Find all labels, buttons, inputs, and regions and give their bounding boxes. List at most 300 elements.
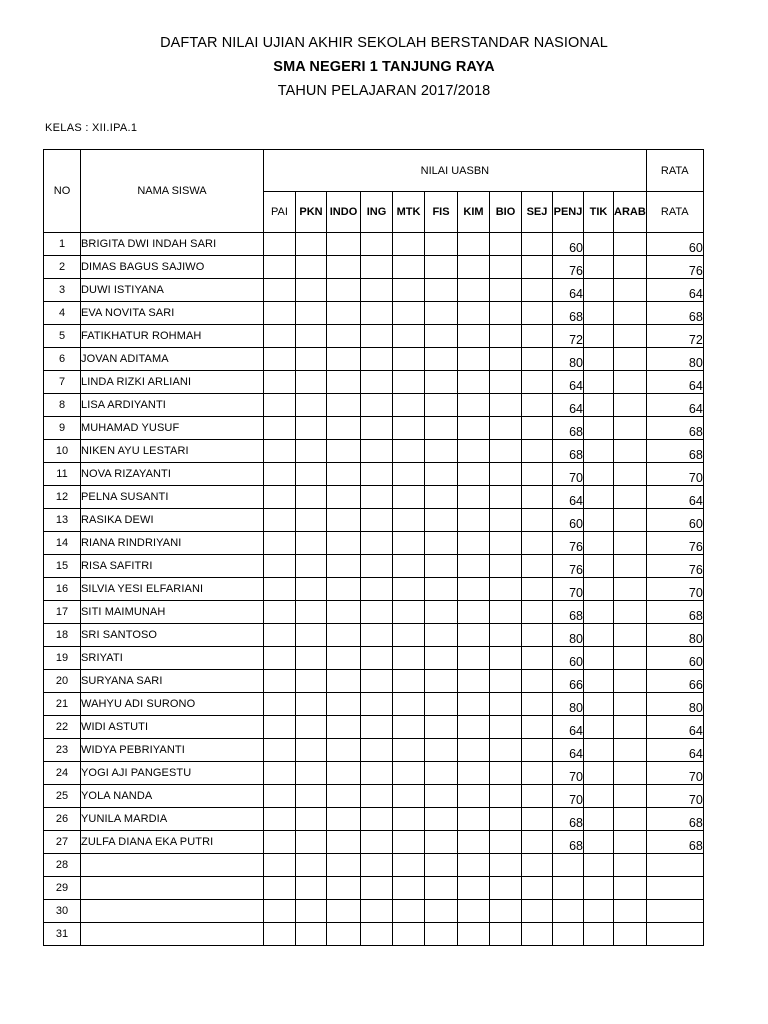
- score-kim: [458, 463, 490, 486]
- row-number: 4: [44, 302, 81, 325]
- score-fis: [425, 279, 458, 302]
- score-fis: [425, 509, 458, 532]
- score-pai: [264, 256, 296, 279]
- student-name: MUHAMAD YUSUF: [81, 417, 264, 440]
- score-penj: 60: [553, 233, 584, 256]
- score-arab: [614, 693, 647, 716]
- score-ing: [361, 348, 393, 371]
- table-row: [44, 302, 704, 325]
- score-arab: [614, 555, 647, 578]
- score-tik: [584, 578, 614, 601]
- score-pai: [264, 785, 296, 808]
- score-fis: [425, 256, 458, 279]
- score-ing: [361, 279, 393, 302]
- score-tik: [584, 693, 614, 716]
- score-mtk: [393, 578, 425, 601]
- score-average: 70: [646, 762, 703, 785]
- score-ing: [361, 256, 393, 279]
- row-number: 12: [44, 486, 81, 509]
- score-mtk: [393, 877, 425, 900]
- score-average: 80: [646, 348, 703, 371]
- score-indo: [327, 233, 361, 256]
- score-mtk: [393, 624, 425, 647]
- score-arab: [614, 486, 647, 509]
- student-name: RISA SAFITRI: [81, 555, 264, 578]
- score-bio: [490, 440, 522, 463]
- student-name: SILVIA YESI ELFARIANI: [81, 578, 264, 601]
- score-tik: [584, 256, 614, 279]
- score-sej: [522, 716, 553, 739]
- score-kim: [458, 555, 490, 578]
- student-name: JOVAN ADITAMA: [81, 348, 264, 371]
- score-pkn: [296, 739, 327, 762]
- score-fis: [425, 348, 458, 371]
- score-sej: [522, 233, 553, 256]
- score-kim: [458, 509, 490, 532]
- score-ing: [361, 624, 393, 647]
- score-fis: [425, 371, 458, 394]
- student-name: FATIKHATUR ROHMAH: [81, 325, 264, 348]
- score-arab: [614, 601, 647, 624]
- score-pai: [264, 762, 296, 785]
- score-ing: [361, 923, 393, 946]
- score-mtk: [393, 325, 425, 348]
- score-mtk: [393, 555, 425, 578]
- table-row: [44, 325, 704, 348]
- score-pkn: [296, 325, 327, 348]
- score-mtk: [393, 762, 425, 785]
- score-sej: [522, 256, 553, 279]
- score-indo: [327, 486, 361, 509]
- score-mtk: [393, 670, 425, 693]
- table-row: [44, 509, 704, 532]
- score-sej: [522, 578, 553, 601]
- table-row: [44, 279, 704, 302]
- score-fis: [425, 486, 458, 509]
- header-no: NO: [44, 150, 81, 233]
- row-number: 10: [44, 440, 81, 463]
- score-arab: [614, 647, 647, 670]
- score-arab: [614, 302, 647, 325]
- score-tik: [584, 463, 614, 486]
- row-number: 9: [44, 417, 81, 440]
- score-indo: [327, 877, 361, 900]
- score-sej: [522, 555, 553, 578]
- score-sej: [522, 923, 553, 946]
- score-fis: [425, 854, 458, 877]
- score-kim: [458, 785, 490, 808]
- score-pai: [264, 233, 296, 256]
- score-arab: [614, 877, 647, 900]
- score-pkn: [296, 808, 327, 831]
- score-penj: [553, 877, 584, 900]
- score-sej: [522, 486, 553, 509]
- score-tik: [584, 900, 614, 923]
- score-kim: [458, 486, 490, 509]
- score-average: 68: [646, 302, 703, 325]
- table-row: [44, 877, 704, 900]
- score-fis: [425, 831, 458, 854]
- score-mtk: [393, 371, 425, 394]
- header-subject-sej: SEJ: [522, 192, 553, 233]
- table-row: [44, 532, 704, 555]
- score-kim: [458, 417, 490, 440]
- score-pai: [264, 877, 296, 900]
- row-number: 31: [44, 923, 81, 946]
- score-tik: [584, 624, 614, 647]
- score-fis: [425, 417, 458, 440]
- score-penj: 76: [553, 555, 584, 578]
- score-indo: [327, 325, 361, 348]
- score-indo: [327, 302, 361, 325]
- score-pkn: [296, 578, 327, 601]
- score-mtk: [393, 923, 425, 946]
- header-nama-siswa: NAMA SISWA: [81, 150, 264, 233]
- score-penj: 80: [553, 348, 584, 371]
- score-sej: [522, 624, 553, 647]
- score-sej: [522, 601, 553, 624]
- score-fis: [425, 440, 458, 463]
- student-name: DUWI ISTIYANA: [81, 279, 264, 302]
- score-penj: [553, 900, 584, 923]
- score-average: [646, 923, 703, 946]
- score-fis: [425, 578, 458, 601]
- score-mtk: [393, 233, 425, 256]
- score-penj: 64: [553, 739, 584, 762]
- score-indo: [327, 900, 361, 923]
- score-penj: 64: [553, 486, 584, 509]
- score-bio: [490, 486, 522, 509]
- score-sej: [522, 739, 553, 762]
- score-bio: [490, 509, 522, 532]
- header-nilai-uasbn: NILAI UASBN: [264, 150, 647, 192]
- score-mtk: [393, 394, 425, 417]
- score-pkn: [296, 256, 327, 279]
- score-mtk: [393, 693, 425, 716]
- score-penj: 60: [553, 509, 584, 532]
- score-average: 64: [646, 486, 703, 509]
- score-sej: [522, 900, 553, 923]
- header-subject-indo: INDO: [327, 192, 361, 233]
- table-row: [44, 394, 704, 417]
- score-tik: [584, 348, 614, 371]
- score-sej: [522, 647, 553, 670]
- score-mtk: [393, 532, 425, 555]
- score-pai: [264, 555, 296, 578]
- score-penj: 66: [553, 670, 584, 693]
- score-kim: [458, 233, 490, 256]
- score-pai: [264, 831, 296, 854]
- score-average: 80: [646, 693, 703, 716]
- score-sej: [522, 877, 553, 900]
- score-fis: [425, 302, 458, 325]
- score-pai: [264, 808, 296, 831]
- score-ing: [361, 762, 393, 785]
- score-penj: 68: [553, 302, 584, 325]
- student-name: WIDI ASTUTI: [81, 716, 264, 739]
- score-kim: [458, 279, 490, 302]
- score-indo: [327, 601, 361, 624]
- score-kim: [458, 693, 490, 716]
- student-name: SRIYATI: [81, 647, 264, 670]
- score-pkn: [296, 647, 327, 670]
- score-bio: [490, 279, 522, 302]
- table-row: [44, 371, 704, 394]
- table-row: [44, 555, 704, 578]
- score-kim: [458, 624, 490, 647]
- score-arab: [614, 233, 647, 256]
- score-sej: [522, 509, 553, 532]
- table-row: [44, 854, 704, 877]
- score-average: 70: [646, 785, 703, 808]
- table-row: [44, 739, 704, 762]
- score-arab: [614, 532, 647, 555]
- score-pai: [264, 532, 296, 555]
- score-arab: [614, 578, 647, 601]
- score-pai: [264, 417, 296, 440]
- score-average: 66: [646, 670, 703, 693]
- score-ing: [361, 785, 393, 808]
- score-pkn: [296, 762, 327, 785]
- score-mtk: [393, 739, 425, 762]
- score-fis: [425, 762, 458, 785]
- score-pkn: [296, 670, 327, 693]
- score-fis: [425, 394, 458, 417]
- table-row: [44, 808, 704, 831]
- row-number: 14: [44, 532, 81, 555]
- score-kim: [458, 762, 490, 785]
- score-indo: [327, 417, 361, 440]
- score-kim: [458, 670, 490, 693]
- row-number: 23: [44, 739, 81, 762]
- score-pkn: [296, 900, 327, 923]
- score-fis: [425, 601, 458, 624]
- score-indo: [327, 693, 361, 716]
- score-tik: [584, 302, 614, 325]
- score-bio: [490, 808, 522, 831]
- score-pkn: [296, 417, 327, 440]
- score-average: 64: [646, 739, 703, 762]
- score-fis: [425, 900, 458, 923]
- score-arab: [614, 785, 647, 808]
- score-sej: [522, 279, 553, 302]
- score-mtk: [393, 463, 425, 486]
- table-row: [44, 417, 704, 440]
- row-number: 20: [44, 670, 81, 693]
- score-indo: [327, 256, 361, 279]
- table-row: [44, 348, 704, 371]
- score-pkn: [296, 509, 327, 532]
- score-ing: [361, 716, 393, 739]
- score-arab: [614, 831, 647, 854]
- score-mtk: [393, 348, 425, 371]
- score-bio: [490, 256, 522, 279]
- score-bio: [490, 624, 522, 647]
- row-number: 6: [44, 348, 81, 371]
- table-row: [44, 670, 704, 693]
- score-indo: [327, 532, 361, 555]
- score-mtk: [393, 785, 425, 808]
- score-pkn: [296, 463, 327, 486]
- score-tik: [584, 670, 614, 693]
- score-bio: [490, 601, 522, 624]
- row-number: 19: [44, 647, 81, 670]
- score-pai: [264, 693, 296, 716]
- academic-year: TAHUN PELAJARAN 2017/2018: [277, 83, 491, 99]
- score-average: 60: [646, 509, 703, 532]
- score-ing: [361, 394, 393, 417]
- score-tik: [584, 785, 614, 808]
- school-name: SMA NEGERI 1 TANJUNG RAYA: [273, 59, 495, 75]
- score-penj: 68: [553, 417, 584, 440]
- score-pkn: [296, 440, 327, 463]
- score-pai: [264, 716, 296, 739]
- score-ing: [361, 578, 393, 601]
- table-row: [44, 601, 704, 624]
- score-bio: [490, 785, 522, 808]
- table-row: [44, 233, 704, 256]
- score-ing: [361, 854, 393, 877]
- table-row: [44, 647, 704, 670]
- score-average: 64: [646, 371, 703, 394]
- score-kim: [458, 440, 490, 463]
- score-ing: [361, 693, 393, 716]
- row-number: 25: [44, 785, 81, 808]
- score-arab: [614, 900, 647, 923]
- score-pai: [264, 463, 296, 486]
- score-pai: [264, 509, 296, 532]
- score-arab: [614, 279, 647, 302]
- score-penj: 64: [553, 716, 584, 739]
- score-kim: [458, 348, 490, 371]
- score-pai: [264, 647, 296, 670]
- score-pkn: [296, 854, 327, 877]
- score-indo: [327, 739, 361, 762]
- score-bio: [490, 325, 522, 348]
- row-number: 8: [44, 394, 81, 417]
- score-average: 70: [646, 463, 703, 486]
- score-sej: [522, 762, 553, 785]
- score-pkn: [296, 785, 327, 808]
- score-arab: [614, 739, 647, 762]
- score-penj: 80: [553, 693, 584, 716]
- score-indo: [327, 831, 361, 854]
- score-bio: [490, 417, 522, 440]
- student-name: YOGI AJI PANGESTU: [81, 762, 264, 785]
- grades-table: [43, 149, 704, 946]
- score-tik: [584, 716, 614, 739]
- score-ing: [361, 371, 393, 394]
- student-name: SITI MAIMUNAH: [81, 601, 264, 624]
- score-arab: [614, 923, 647, 946]
- score-bio: [490, 647, 522, 670]
- score-tik: [584, 739, 614, 762]
- score-penj: 64: [553, 279, 584, 302]
- score-average: 72: [646, 325, 703, 348]
- student-name: BRIGITA DWI INDAH SARI: [81, 233, 264, 256]
- score-arab: [614, 417, 647, 440]
- score-kim: [458, 900, 490, 923]
- score-sej: [522, 808, 553, 831]
- score-bio: [490, 831, 522, 854]
- score-mtk: [393, 900, 425, 923]
- score-tik: [584, 394, 614, 417]
- score-penj: 60: [553, 647, 584, 670]
- score-pkn: [296, 716, 327, 739]
- score-indo: [327, 785, 361, 808]
- row-number: 5: [44, 325, 81, 348]
- score-indo: [327, 348, 361, 371]
- row-number: 24: [44, 762, 81, 785]
- score-sej: [522, 325, 553, 348]
- table-row: [44, 716, 704, 739]
- score-penj: 80: [553, 624, 584, 647]
- row-number: 15: [44, 555, 81, 578]
- table-row: [44, 785, 704, 808]
- score-tik: [584, 417, 614, 440]
- score-fis: [425, 463, 458, 486]
- score-pkn: [296, 831, 327, 854]
- score-tik: [584, 601, 614, 624]
- score-penj: 64: [553, 371, 584, 394]
- score-indo: [327, 670, 361, 693]
- score-tik: [584, 440, 614, 463]
- score-arab: [614, 325, 647, 348]
- score-fis: [425, 670, 458, 693]
- score-fis: [425, 739, 458, 762]
- score-average: 68: [646, 417, 703, 440]
- score-ing: [361, 900, 393, 923]
- score-average: [646, 900, 703, 923]
- score-tik: [584, 647, 614, 670]
- student-name: RASIKA DEWI: [81, 509, 264, 532]
- score-pkn: [296, 279, 327, 302]
- score-tik: [584, 555, 614, 578]
- score-indo: [327, 463, 361, 486]
- student-name: LISA ARDIYANTI: [81, 394, 264, 417]
- score-mtk: [393, 279, 425, 302]
- student-name: WAHYU ADI SURONO: [81, 693, 264, 716]
- student-name: YUNILA MARDIA: [81, 808, 264, 831]
- score-mtk: [393, 440, 425, 463]
- score-sej: [522, 302, 553, 325]
- score-kim: [458, 923, 490, 946]
- score-arab: [614, 440, 647, 463]
- score-kim: [458, 808, 490, 831]
- score-indo: [327, 647, 361, 670]
- student-name: ZULFA DIANA EKA PUTRI: [81, 831, 264, 854]
- score-ing: [361, 877, 393, 900]
- row-number: 27: [44, 831, 81, 854]
- row-number: 13: [44, 509, 81, 532]
- student-name: [81, 900, 264, 923]
- score-fis: [425, 532, 458, 555]
- score-fis: [425, 624, 458, 647]
- score-tik: [584, 877, 614, 900]
- score-bio: [490, 555, 522, 578]
- score-arab: [614, 371, 647, 394]
- score-arab: [614, 463, 647, 486]
- score-tik: [584, 509, 614, 532]
- score-arab: [614, 762, 647, 785]
- score-average: 76: [646, 555, 703, 578]
- score-ing: [361, 831, 393, 854]
- table-row: [44, 900, 704, 923]
- score-indo: [327, 555, 361, 578]
- student-name: SRI SANTOSO: [81, 624, 264, 647]
- score-penj: 76: [553, 532, 584, 555]
- class-label: KELAS : XII.IPA.1: [45, 122, 138, 134]
